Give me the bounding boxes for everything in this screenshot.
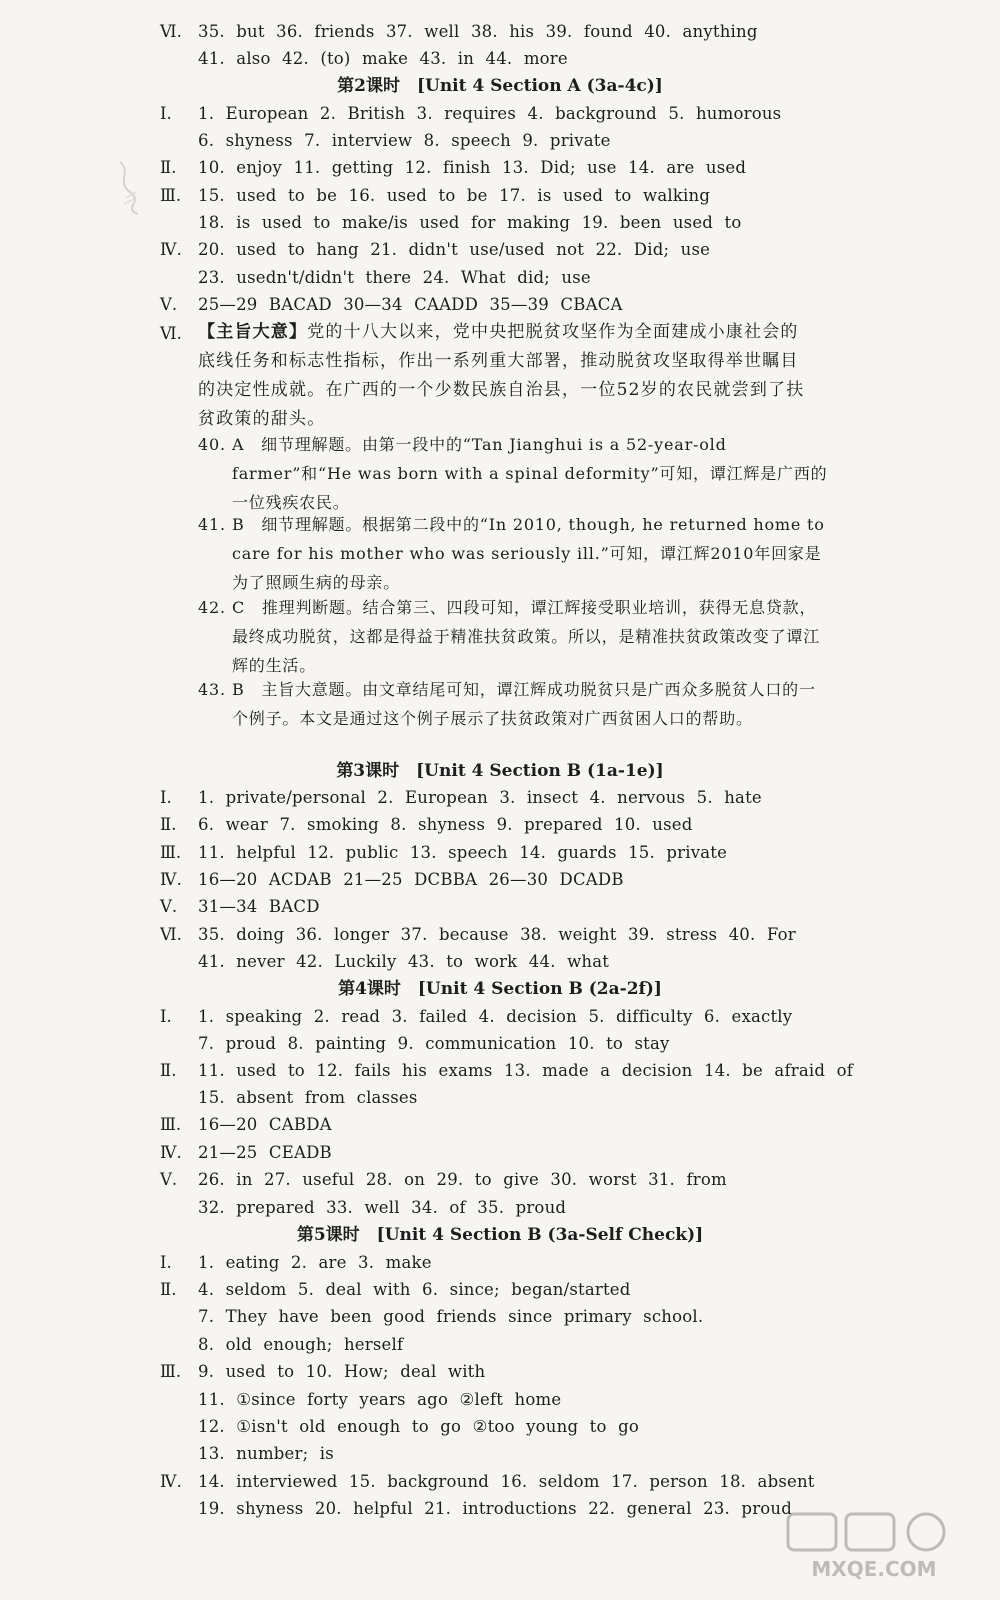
watermark-logo [784, 1512, 964, 1582]
answer-text: 20. used to hang 21. didn't use/used not 22. Did; use [198, 240, 711, 259]
item-text: A 细节理解题。由第一段中的“Tan Jianghui is a 52-year-old farmer”和“He was born with a spinal deformity”可知，谭江辉是广西的一位残疾农民。 [232, 435, 828, 512]
section-number: Ⅲ. [160, 1115, 182, 1134]
answer-text: 4. seldom 5. deal with 6. since; began/started [198, 1280, 631, 1299]
section-number: Ⅱ. [160, 1061, 177, 1080]
item-text: B 主旨大意题。由文章结尾可知，谭江辉成功脱贫只是广西众多脱贫人口的一个例子。本文是通过这个例子展示了扶贫政策对广西贫困人口的帮助。 [232, 680, 816, 728]
section-number: Ⅳ. [160, 1143, 182, 1162]
answer-text: 1. European 2. British 3. requires 4. background 5. humorous [198, 104, 782, 123]
answer-text: 11. used to 12. fails his exams 13. made a decision 14. be afraid of [198, 1061, 854, 1080]
answer-text: 15. absent from classes [198, 1088, 418, 1107]
section-number: Ⅱ. [160, 158, 177, 177]
answer-text: 6. wear 7. smoking 8. shyness 9. prepared 10. used [198, 815, 693, 834]
answer-text: 23. usedn't/didn't there 24. What did; use [198, 268, 591, 287]
answer-text: 11. helpful 12. public 13. speech 14. guards 15. private [198, 843, 728, 862]
lesson-heading: 第3课时 [Unit 4 Section B (1a-1e)] [336, 761, 664, 781]
section-number: Ⅴ. [160, 897, 178, 916]
section-number: Ⅳ. [160, 240, 182, 259]
answer-text: 41. also 42. (to) make 43. in 44. more [198, 49, 568, 68]
answer-text: 13. number; is [198, 1444, 334, 1463]
answer-text: 7. They have been good friends since primary school. [198, 1307, 704, 1326]
answer-text: 16—20 ACDAB 21—25 DCBBA 26—30 DCADB [198, 870, 624, 889]
answer-text: 8. old enough; herself [198, 1335, 404, 1354]
answer-text: 21—25 CEADB [198, 1143, 332, 1162]
item-number: 43. [198, 680, 226, 699]
section-number: Ⅳ. [160, 870, 182, 889]
scribble-mark [112, 158, 148, 218]
answer-text: 14. interviewed 15. background 16. seldom 17. person 18. absent [198, 1472, 815, 1491]
answer-text: 35. but 36. friends 37. well 38. his 39. found 40. anything [198, 22, 758, 41]
section-number: Ⅲ. [160, 1362, 182, 1381]
item-text: B 细节理解题。根据第二段中的“In 2010, though, he returned home to care for his mother who was seriously ill.”可知，谭江辉2010年回家是为了照顾生病的母亲。 [232, 515, 825, 592]
answer-text: 11. ①since forty years ago ②left home [198, 1390, 562, 1409]
section-number: Ⅴ. [160, 1170, 178, 1189]
answer-text: 9. used to 10. How; deal with [198, 1362, 486, 1381]
section-number: Ⅰ. [160, 104, 172, 123]
section-number: Ⅲ. [160, 843, 182, 862]
lesson-heading: 第2课时 [Unit 4 Section A (3a-4c)] [337, 76, 663, 96]
explanation-item [198, 675, 828, 733]
summary-paragraph [198, 318, 810, 434]
answer-text: 6. shyness 7. interview 8. speech 9. private [198, 131, 611, 150]
section-number: Ⅳ. [160, 1472, 182, 1491]
section-number: Ⅵ. [160, 22, 182, 41]
explanation-item [198, 593, 828, 680]
section-number: Ⅱ. [160, 1280, 177, 1299]
summary-label: 【主旨大意】 [198, 322, 308, 342]
answer-text: 1. private/personal 2. European 3. insect 4. nervous 5. hate [198, 788, 762, 807]
item-number: 41. [198, 515, 226, 534]
answer-text: 32. prepared 33. well 34. of 35. proud [198, 1198, 567, 1217]
section-number: Ⅰ. [160, 1253, 172, 1272]
answer-text: 31—34 BACD [198, 897, 320, 916]
answer-text: 1. eating 2. are 3. make [198, 1253, 432, 1272]
answer-text: 7. proud 8. painting 9. communication 10. to stay [198, 1034, 670, 1053]
answer-text: 19. shyness 20. helpful 21. introductions 22. general 23. proud [198, 1499, 793, 1518]
section-number: Ⅲ. [160, 186, 182, 205]
answer-text: 35. doing 36. longer 37. because 38. weight 39. stress 40. For [198, 925, 796, 944]
answer-text: 26. in 27. useful 28. on 29. to give 30. worst 31. from [198, 1170, 727, 1189]
section-number: Ⅱ. [160, 815, 177, 834]
item-text: C 推理判断题。结合第三、四段可知，谭江辉接受职业培训，获得无息贷款，最终成功脱贫，这都是得益于精准扶贫政策。所以，是精准扶贫政策改变了谭江辉的生活。 [232, 598, 821, 675]
answer-text: 18. is used to make/is used for making 19. been used to [198, 213, 742, 232]
section-number: Ⅴ. [160, 295, 178, 314]
watermark-text: MXQE.COM [811, 1557, 937, 1581]
explanation-item [198, 510, 828, 597]
section-number: Ⅰ. [160, 788, 172, 807]
answer-text: 12. ①isn't old enough to go ②too young to go [198, 1417, 639, 1436]
answer-text: 25—29 BACAD 30—34 CAADD 35—39 CBACA [198, 295, 623, 314]
answer-text: 1. speaking 2. read 3. failed 4. decision 5. difficulty 6. exactly [198, 1007, 793, 1026]
item-number: 40. [198, 435, 226, 454]
explanation-item [198, 430, 828, 517]
answer-text: 16—20 CABDA [198, 1115, 332, 1134]
answer-text: 15. used to be 16. used to be 17. is used to walking [198, 186, 711, 205]
item-number: 42. [198, 598, 226, 617]
answer-text: 10. enjoy 11. getting 12. finish 13. Did; use 14. are used [198, 158, 747, 177]
lesson-heading: 第5课时 [Unit 4 Section B (3a-Self Check)] [296, 1225, 704, 1245]
summary-text: 党的十八大以来，党中央把脱贫攻坚作为全面建成小康社会的底线任务和标志性指标，作出一系列重大部署，推动脱贫攻坚取得举世瞩目的决定性成就。在广西的一个少数民族自治县，一位52岁的农民就尝到了扶贫政策的甜头。 [198, 322, 805, 429]
section-number: Ⅵ. [160, 324, 182, 343]
lesson-heading: 第4课时 [Unit 4 Section B (2a-2f)] [338, 979, 662, 999]
section-number: Ⅵ. [160, 925, 182, 944]
answer-text: 41. never 42. Luckily 43. to work 44. what [198, 952, 610, 971]
section-number: Ⅰ. [160, 1007, 172, 1026]
